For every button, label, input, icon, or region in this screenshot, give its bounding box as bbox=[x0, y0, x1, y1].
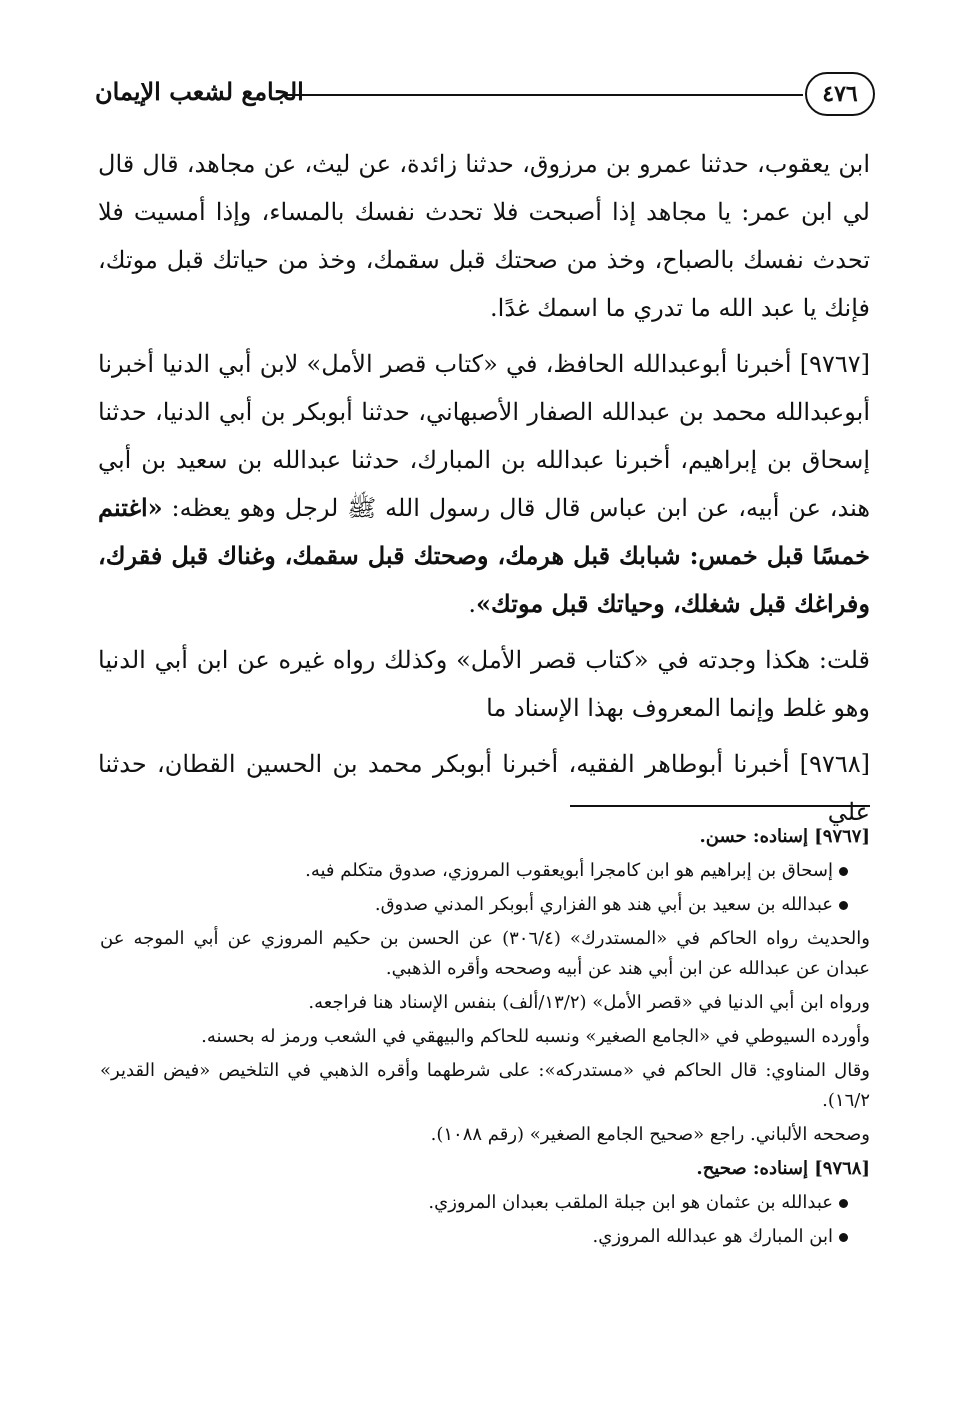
hadith-9767-end: . bbox=[468, 590, 477, 618]
footnote-9767-bullet-1 bbox=[100, 856, 870, 886]
footnote-separator bbox=[570, 805, 870, 807]
footnotes bbox=[100, 822, 870, 1256]
page-header bbox=[95, 70, 875, 122]
footnote-9767-para-3: وأورده السيوطي في «الجامع الصغير» ونسبه للحاكم والبيهقي في الشعب ورمز له بحسنه. bbox=[201, 1026, 870, 1047]
paragraph-1: ابن يعقوب، حدثنا عمرو بن مرزوق، حدثنا زائدة، عن ليث، عن مجاهد، قال قال لي ابن عمر: يا مجاهد إذا أصبحت فلا تحدث نفسك بالمساء، وإذا أمسيت فلا تحدث نفسك بالصباح، وخذ من صحتك قبل سقمك، وخذ من حياتك قبل موتك، فإنك يا عبد الله ما تدري ما اسمك غدًا. bbox=[98, 150, 870, 322]
page-number: ٤٧٦ bbox=[805, 72, 875, 116]
paragraph-hadith-9767 bbox=[98, 340, 870, 628]
bullet-icon bbox=[839, 867, 848, 876]
footnote-text: إسحاق بن إبراهيم هو ابن كامجرا أبويعقوب المروزي، صدوق متكلم فيه. bbox=[305, 860, 833, 881]
footnote-9767-heading: [٩٧٦٧] إسناده: حسن. bbox=[699, 826, 870, 847]
footnote-9767-para-1: والحديث رواه الحاكم في «المستدرك» (٣٠٦/٤) عن الحسن بن حكيم المروزي عن أبي الموجه عن عبدان عن عبدالله عن ابن أبي هند عن أبيه وصححه وأقره الذهبي. bbox=[100, 928, 870, 979]
footnote-9767-para-5: وصححه الألباني. راجع «صحيح الجامع الصغير» (رقم ١٠٨٨). bbox=[430, 1124, 870, 1145]
bullet-icon bbox=[839, 1233, 848, 1242]
footnote-9767-para-2: ورواه ابن أبي الدنيا في «قصر الأمل» (١٣/٢/ألف) بنفس الإسناد هنا فراجعه. bbox=[308, 992, 870, 1013]
footnote-text: عبدالله بن سعيد بن أبي هند هو الفزاري أبوبكر المدني صدوق. bbox=[374, 894, 833, 915]
footnote-text: ابن المبارك هو عبدالله المروزي. bbox=[592, 1226, 833, 1247]
bullet-icon bbox=[839, 1199, 848, 1208]
bullet-icon bbox=[839, 901, 848, 910]
footnote-9767-para-4: وقال المناوي: قال الحاكم في «مستدركه»: على شرطهما وأقره الذهبي في التلخيص «فيض القدير» ١٦/٢). bbox=[100, 1060, 870, 1111]
paragraph-comment: قلت: هكذا وجدته في «كتاب قصر الأمل» وكذلك رواه غيره عن ابن أبي الدنيا وهو غلط وإنما المعروف بهذا الإسناد ما bbox=[98, 646, 870, 722]
book-title: الجامع لشعب الإيمان bbox=[95, 77, 304, 106]
footnote-9768-bullet-1 bbox=[100, 1188, 870, 1218]
paragraph-hadith-9768: [٩٧٦٨] أخبرنا أبوطاهر الفقيه، أخبرنا أبوبكر محمد بن الحسين القطان، حدثنا علي bbox=[98, 750, 870, 826]
header-rule bbox=[285, 94, 803, 96]
hadith-9767-matn: «اغتنم خمسًا قبل خمس: شبابك قبل هرمك، وصحتك قبل سقمك، وغناك قبل فقرك، وفراغك قبل شغلك، وحياتك قبل موتك» bbox=[98, 493, 870, 618]
main-text bbox=[98, 140, 870, 844]
footnote-9768-heading: [٩٧٦٨] إسناده: صحيح. bbox=[696, 1158, 870, 1179]
hadith-9767-isnad: [٩٧٦٧] أخبرنا أبوعبدالله الحافظ، في «كتاب قصر الأمل» لابن أبي الدنيا أخبرنا أبوعبدالله محمد بن عبدالله الصفار الأصبهاني، حدثنا أبوبكر بن أبي الدنيا، حدثنا إسحاق بن إبراهيم، أخبرنا عبدالله بن المبارك، حدثنا عبدالله بن سعيد بن أبي هند، عن أبيه، عن ابن عباس قال قال رسول الله ﷺ لرجل وهو يعظه: bbox=[98, 350, 871, 522]
footnote-9768-bullet-2 bbox=[100, 1222, 870, 1252]
footnote-text: عبدالله بن عثمان هو ابن جبلة الملقب بعبدان المروزي. bbox=[428, 1192, 833, 1213]
footnote-9767-bullet-2 bbox=[100, 890, 870, 920]
